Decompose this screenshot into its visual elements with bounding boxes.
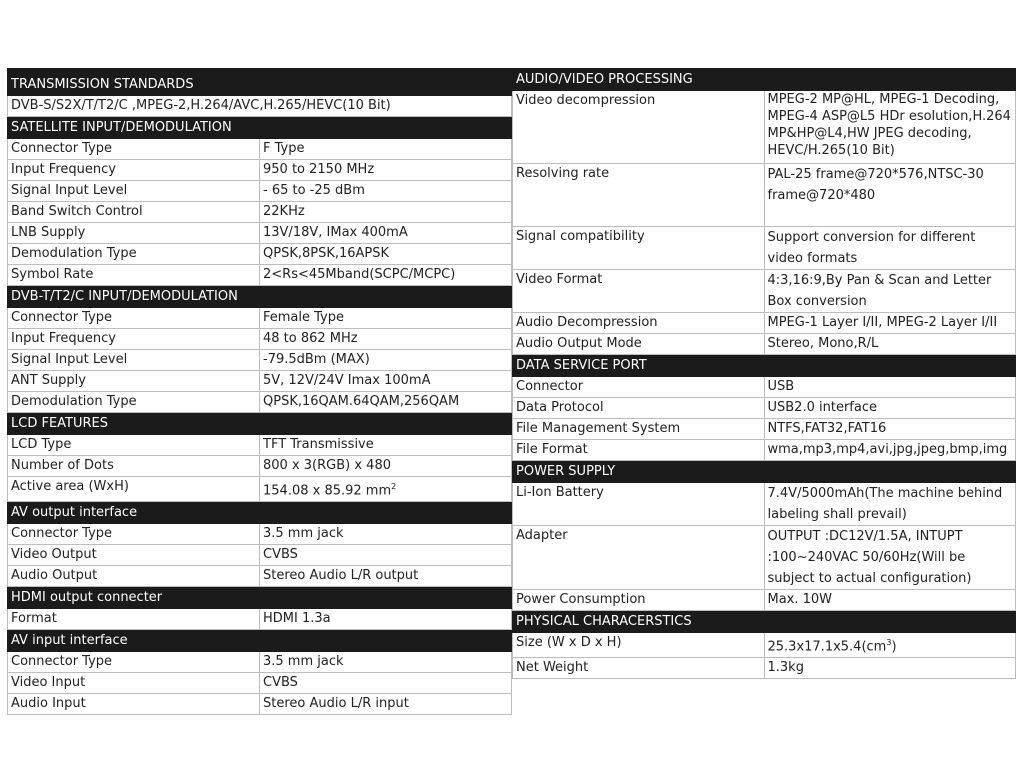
spec-value-text: 13V/18V, IMax 400mA (263, 225, 408, 240)
spec-value-text: - 65 to -25 dBm (263, 183, 365, 198)
spec-label: Symbol Rate (8, 265, 260, 286)
section-title: HDMI output connecter (8, 587, 512, 609)
spec-value-text: 25.3x17.1x5.4(cm (767, 639, 887, 655)
spec-value (260, 202, 512, 223)
spec-label: Net Weight (513, 658, 765, 679)
section-title: DATA SERVICE PORT (513, 355, 1016, 377)
spec-row (513, 483, 1016, 526)
spec-row (8, 244, 512, 265)
spec-value (764, 227, 1016, 270)
spec-value (764, 658, 1016, 679)
spec-row (513, 270, 1016, 313)
spec-row (8, 694, 512, 715)
spec-label: File Management System (513, 419, 765, 440)
spec-value (260, 652, 512, 673)
spec-value (764, 483, 1016, 526)
standards-row (8, 96, 512, 117)
spec-label: Signal compatibility (513, 227, 765, 270)
spec-row (8, 329, 512, 350)
spec-label: Connector Type (8, 308, 260, 329)
spec-row (8, 566, 512, 587)
spec-label: Video Format (513, 270, 765, 313)
spec-value (260, 609, 512, 630)
spec-value-text: MPEG-1 Layer I/II, MPEG-2 Layer I/II (767, 315, 998, 330)
spec-value (764, 398, 1016, 419)
section-header-av-input-interface (8, 630, 512, 652)
spec-value (260, 181, 512, 202)
spec-value-text: F Type (263, 141, 305, 156)
standards-value: DVB-S/S2X/T/T2/C ,MPEG-2,H.264/AVC,H.265/HEVC(10 Bit) (8, 96, 512, 117)
spec-label: Audio Input (8, 694, 260, 715)
spec-value-text: NTFS,FAT32,FAT16 (767, 421, 887, 436)
spec-row (513, 419, 1016, 440)
section-header-physical-characerstics (513, 611, 1016, 633)
spec-label: Adapter (513, 526, 765, 590)
spec-label: Signal Input Level (8, 181, 260, 202)
spec-row (513, 91, 1016, 164)
spec-value-text: -79.5dBm (MAX) (263, 352, 370, 367)
spec-value (260, 566, 512, 587)
section-header-audio-video-processing (513, 69, 1016, 91)
spec-value (260, 673, 512, 694)
section-header-data-service-port (513, 355, 1016, 377)
spec-value (260, 545, 512, 566)
right-spec-column (512, 68, 1016, 679)
spec-row (513, 164, 1016, 227)
spec-row (513, 398, 1016, 419)
spec-value-text: 3.5 mm jack (263, 654, 344, 670)
spec-value-text: OUTPUT :DC12V/1.5A, INTUPT :100~240VAC 50/60Hz(Will be subject to actual configuration) (767, 529, 972, 586)
spec-value (260, 160, 512, 181)
spec-value-text: 48 to 862 MHz (263, 331, 358, 346)
spec-label: Format (8, 609, 260, 630)
spec-label: Audio Output (8, 566, 260, 587)
spec-value-text: Stereo Audio L/R output (263, 568, 419, 584)
spec-value (260, 223, 512, 244)
spec-label: Demodulation Type (8, 244, 260, 265)
spec-value-text: PAL-25 frame@720*576,NTSC-30 frame@720*480 (767, 167, 984, 203)
spec-row (8, 456, 512, 477)
spec-row (8, 223, 512, 244)
spec-label: Input Frequency (8, 160, 260, 181)
spec-row (8, 609, 512, 630)
section-title: LCD FEATURES (8, 413, 512, 435)
spec-value (260, 456, 512, 477)
spec-value-text: 5V, 12V/24V Imax 100mA (263, 373, 431, 388)
section-title: PHYSICAL CHARACERSTICS (513, 611, 1016, 633)
spec-value (260, 329, 512, 350)
spec-row (513, 227, 1016, 270)
spec-value-text: CVBS (263, 547, 298, 563)
spec-label: Demodulation Type (8, 392, 260, 413)
spec-value-text: 154.08 x 85.92 mm (263, 483, 392, 499)
spec-label: Audio Output Mode (513, 334, 765, 355)
spec-row (8, 477, 512, 502)
spec-row (8, 265, 512, 286)
spec-label: Video decompression (513, 91, 765, 164)
superscript: 2 (391, 482, 397, 491)
spec-row (8, 652, 512, 673)
spec-label: Input Frequency (8, 329, 260, 350)
spec-value (764, 419, 1016, 440)
spec-row (8, 181, 512, 202)
spec-value-tail: ) (891, 639, 897, 655)
spec-value-text: QPSK,16QAM.64QAM,256QAM (263, 394, 460, 409)
spec-label: LNB Supply (8, 223, 260, 244)
right-spec-table (512, 68, 1016, 679)
spec-row (8, 673, 512, 694)
spec-value (764, 377, 1016, 398)
superscript: 3 (886, 638, 892, 647)
section-title: AV output interface (8, 502, 512, 524)
spec-row (513, 526, 1016, 590)
spec-label: Band Switch Control (8, 202, 260, 223)
spec-row (8, 350, 512, 371)
section-header-transmission-standards (8, 69, 512, 96)
spec-value (260, 350, 512, 371)
spec-value-text: 950 to 2150 MHz (263, 162, 375, 177)
spec-value (764, 440, 1016, 461)
spec-value (764, 91, 1016, 164)
spec-label: Number of Dots (8, 456, 260, 477)
spec-value-text: CVBS (263, 675, 298, 691)
spec-value-text: wma,mp3,mp4,avi,jpg,jpeg,bmp,img (767, 442, 1008, 457)
spec-value-text: 3.5 mm jack (263, 526, 344, 542)
spec-value-text: 7.4V/5000mAh(The machine behind labeling shall prevail) (767, 486, 1003, 522)
section-header-dvb-t-t2-c-input-demodulation (8, 286, 512, 308)
spec-value (764, 334, 1016, 355)
spec-value-text: QPSK,8PSK,16APSK (263, 246, 390, 261)
section-title: AV input interface (8, 630, 512, 652)
spec-value-text: Stereo, Mono,R/L (767, 336, 879, 351)
spec-value (260, 308, 512, 329)
spec-label: Power Consumption (513, 590, 765, 611)
spec-label: ANT Supply (8, 371, 260, 392)
spec-value (260, 435, 512, 456)
spec-row (8, 545, 512, 566)
spec-label: Data Protocol (513, 398, 765, 419)
spec-value (260, 524, 512, 545)
spec-value (764, 526, 1016, 590)
section-title: AUDIO/VIDEO PROCESSING (513, 69, 1016, 91)
section-header-hdmi-output-connecter (8, 587, 512, 609)
spec-value (764, 313, 1016, 334)
spec-row (513, 440, 1016, 461)
spec-row (8, 160, 512, 181)
spec-value (260, 477, 512, 502)
spec-value-text: MPEG-2 MP@HL, MPEG-1 Decoding, MPEG-4 ASP@L5 HDr esolution,H.264 MP&HP@L4,HW JPEG decoding, HEVC/H.265(10 Bit) (767, 92, 1011, 158)
spec-row (8, 371, 512, 392)
spec-value-text: USB (767, 379, 795, 394)
spec-row (8, 392, 512, 413)
spec-value-text: 800 x 3(RGB) x 480 (263, 458, 391, 473)
section-title: DVB-T/T2/C INPUT/DEMODULATION (8, 286, 512, 308)
spec-value (764, 633, 1016, 658)
spec-value-text: 22KHz (263, 204, 305, 219)
spec-label: Signal Input Level (8, 350, 260, 371)
spec-row (8, 139, 512, 160)
section-header-power-supply (513, 461, 1016, 483)
left-spec-column (7, 68, 512, 715)
section-title: POWER SUPPLY (513, 461, 1016, 483)
spec-row (513, 313, 1016, 334)
spec-label: Video Output (8, 545, 260, 566)
spec-value (260, 244, 512, 265)
section-title: TRANSMISSION STANDARDS (8, 69, 512, 96)
left-spec-table (7, 68, 512, 715)
spec-label: Size (W x D x H) (513, 633, 765, 658)
spec-value (260, 371, 512, 392)
spec-label: Li-Ion Battery (513, 483, 765, 526)
spec-label: Connector Type (8, 524, 260, 545)
spec-label: File Format (513, 440, 765, 461)
spec-row (513, 590, 1016, 611)
spec-value (764, 590, 1016, 611)
spec-value-text: USB2.0 interface (767, 400, 877, 415)
spec-value-text: HDMI 1.3a (263, 611, 331, 627)
spec-value-text: Support conversion for different video formats (767, 230, 976, 266)
spec-value-text: Female Type (263, 310, 344, 325)
spec-value (260, 139, 512, 160)
spec-label: Connector Type (8, 652, 260, 673)
spec-label: Connector Type (8, 139, 260, 160)
spec-value (260, 265, 512, 286)
section-header-av-output-interface (8, 502, 512, 524)
spec-value (764, 164, 1016, 227)
spec-value-text: 1.3kg (767, 660, 804, 676)
spec-value-text: Stereo Audio L/R input (263, 696, 409, 712)
spec-value (260, 694, 512, 715)
section-title: SATELLITE INPUT/DEMODULATION (8, 117, 512, 139)
spec-row (513, 633, 1016, 658)
spec-row (8, 308, 512, 329)
section-header-lcd-features (8, 413, 512, 435)
spec-label: Active area (WxH) (8, 477, 260, 502)
spec-row (513, 334, 1016, 355)
spec-value-text: 2<Rs<45Mband(SCPC/MCPC) (263, 267, 456, 282)
spec-value-text: TFT Transmissive (263, 437, 374, 452)
spec-row (8, 202, 512, 223)
spec-value-text: Max. 10W (767, 592, 833, 607)
spec-label: Connector (513, 377, 765, 398)
spec-row (513, 658, 1016, 679)
spec-label: LCD Type (8, 435, 260, 456)
spec-row (8, 435, 512, 456)
spec-label: Video Input (8, 673, 260, 694)
section-header-satellite-input-demodulation (8, 117, 512, 139)
spec-value (764, 270, 1016, 313)
spec-label: Resolving rate (513, 164, 765, 227)
spec-value (260, 392, 512, 413)
spec-label: Audio Decompression (513, 313, 765, 334)
spec-row (513, 377, 1016, 398)
spec-value-text: 4:3,16:9,By Pan & Scan and Letter Box conversion (767, 273, 992, 309)
spec-row (8, 524, 512, 545)
